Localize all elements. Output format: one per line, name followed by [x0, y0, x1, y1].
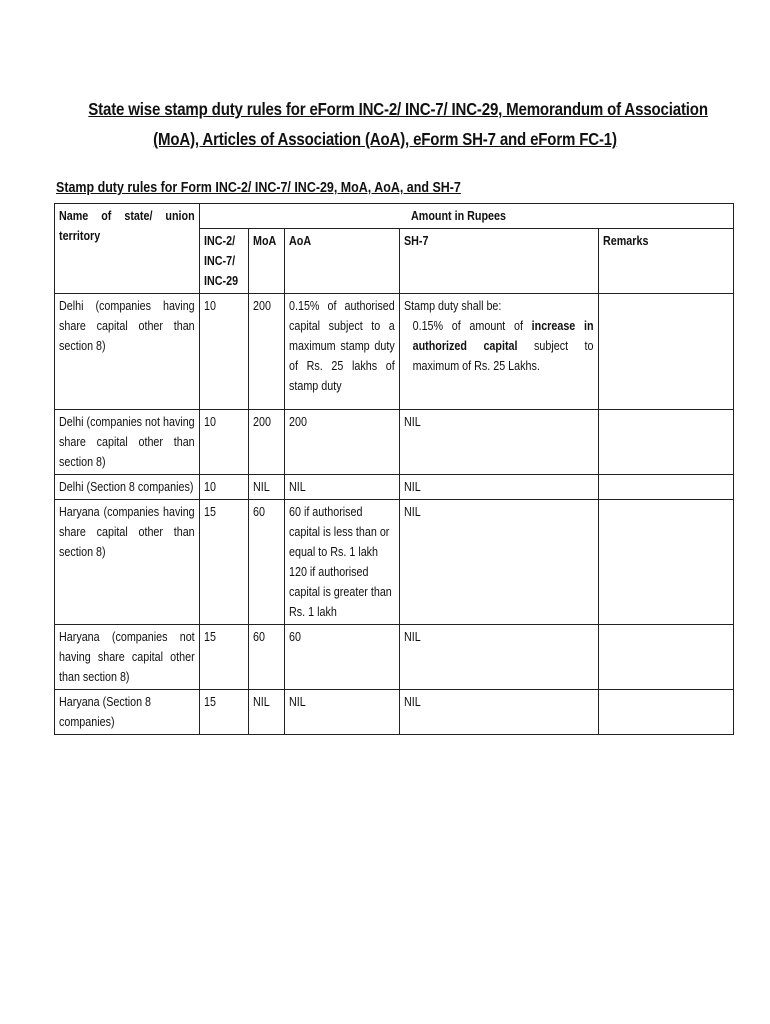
row-moa: 60: [249, 625, 285, 690]
row-moa: 200: [249, 294, 285, 410]
row-inc: 15: [200, 625, 249, 690]
row-inc: 10: [200, 294, 249, 410]
row-inc: 15: [200, 500, 249, 625]
row-aoa: 0.15% of authorised capital subject to a maximum stamp duty of Rs. 25 lakhs of stamp duty: [285, 294, 400, 410]
sh7-text-b: increase in authorized capital: [412, 319, 594, 353]
table-row: [55, 475, 734, 500]
row-remarks: [599, 410, 734, 475]
row-aoa: NIL: [285, 690, 400, 735]
stamp-duty-table: [54, 203, 734, 735]
row-aoa: NIL: [285, 475, 400, 500]
row-aoa: [285, 500, 400, 625]
header-sh7: SH-7: [400, 229, 599, 294]
row-sh7: NIL: [400, 625, 599, 690]
row-aoa: 60: [285, 625, 400, 690]
row-remarks: [599, 294, 734, 410]
aoa-rule-1: 60 if authorised capital is less than or equal to Rs. 1 lakh: [289, 505, 390, 559]
row-remarks: [599, 500, 734, 625]
sh7-text-a: 0.15% of amount of: [412, 319, 524, 333]
row-sh7: NIL: [400, 500, 599, 625]
table-row: [55, 294, 734, 410]
row-name: Delhi (companies having share capital other than section 8): [55, 294, 200, 410]
header-inc: INC-2/ INC-7/ INC-29: [200, 229, 249, 294]
title-line-2: (MoA), Articles of Association (AoA), eForm SH-7 and eForm FC-1): [153, 129, 617, 149]
row-inc: 10: [200, 475, 249, 500]
aoa-rule-2: 120 if authorised capital is greater than Rs. 1 lakh: [289, 565, 392, 619]
table-row: [55, 500, 734, 625]
row-sh7: NIL: [400, 690, 599, 735]
row-sh7: [400, 294, 599, 410]
row-remarks: [599, 475, 734, 500]
sh7-intro: Stamp duty shall be:: [404, 299, 502, 313]
header-amount: Amount in Rupees: [200, 204, 734, 229]
header-remarks: Remarks: [599, 229, 734, 294]
row-sh7: NIL: [400, 410, 599, 475]
sh7-text-c: subject to maximum of Rs. 25 Lakhs.: [412, 339, 594, 373]
row-remarks: [599, 690, 734, 735]
section-heading: Stamp duty rules for Form INC-2/ INC-7/ INC-29, MoA, AoA, and SH-7: [56, 180, 461, 196]
row-name: Haryana (companies having share capital other than section 8): [55, 500, 200, 625]
row-name: Haryana (Section 8 companies): [55, 690, 200, 735]
row-moa: 60: [249, 500, 285, 625]
row-moa: NIL: [249, 475, 285, 500]
row-inc: 10: [200, 410, 249, 475]
row-moa: 200: [249, 410, 285, 475]
row-name: Delhi (Section 8 companies): [55, 475, 200, 500]
row-sh7: NIL: [400, 475, 599, 500]
row-name: Delhi (companies not having share capital other than section 8): [55, 410, 200, 475]
header-aoa: AoA: [285, 229, 400, 294]
table-row: [55, 625, 734, 690]
row-name: Haryana (companies not having share capital other than section 8): [55, 625, 200, 690]
title-line-1: State wise stamp duty rules for eForm INC-2/ INC-7/ INC-29, Memorandum of Association: [88, 99, 708, 119]
row-remarks: [599, 625, 734, 690]
header-name: Name of state/ union territory: [55, 204, 200, 294]
header-moa: MoA: [249, 229, 285, 294]
document-title: [88, 94, 708, 154]
row-inc: 15: [200, 690, 249, 735]
row-aoa: 200: [285, 410, 400, 475]
table-row: [55, 690, 734, 735]
header-row-1: [55, 204, 734, 229]
table-row: [55, 410, 734, 475]
row-moa: NIL: [249, 690, 285, 735]
